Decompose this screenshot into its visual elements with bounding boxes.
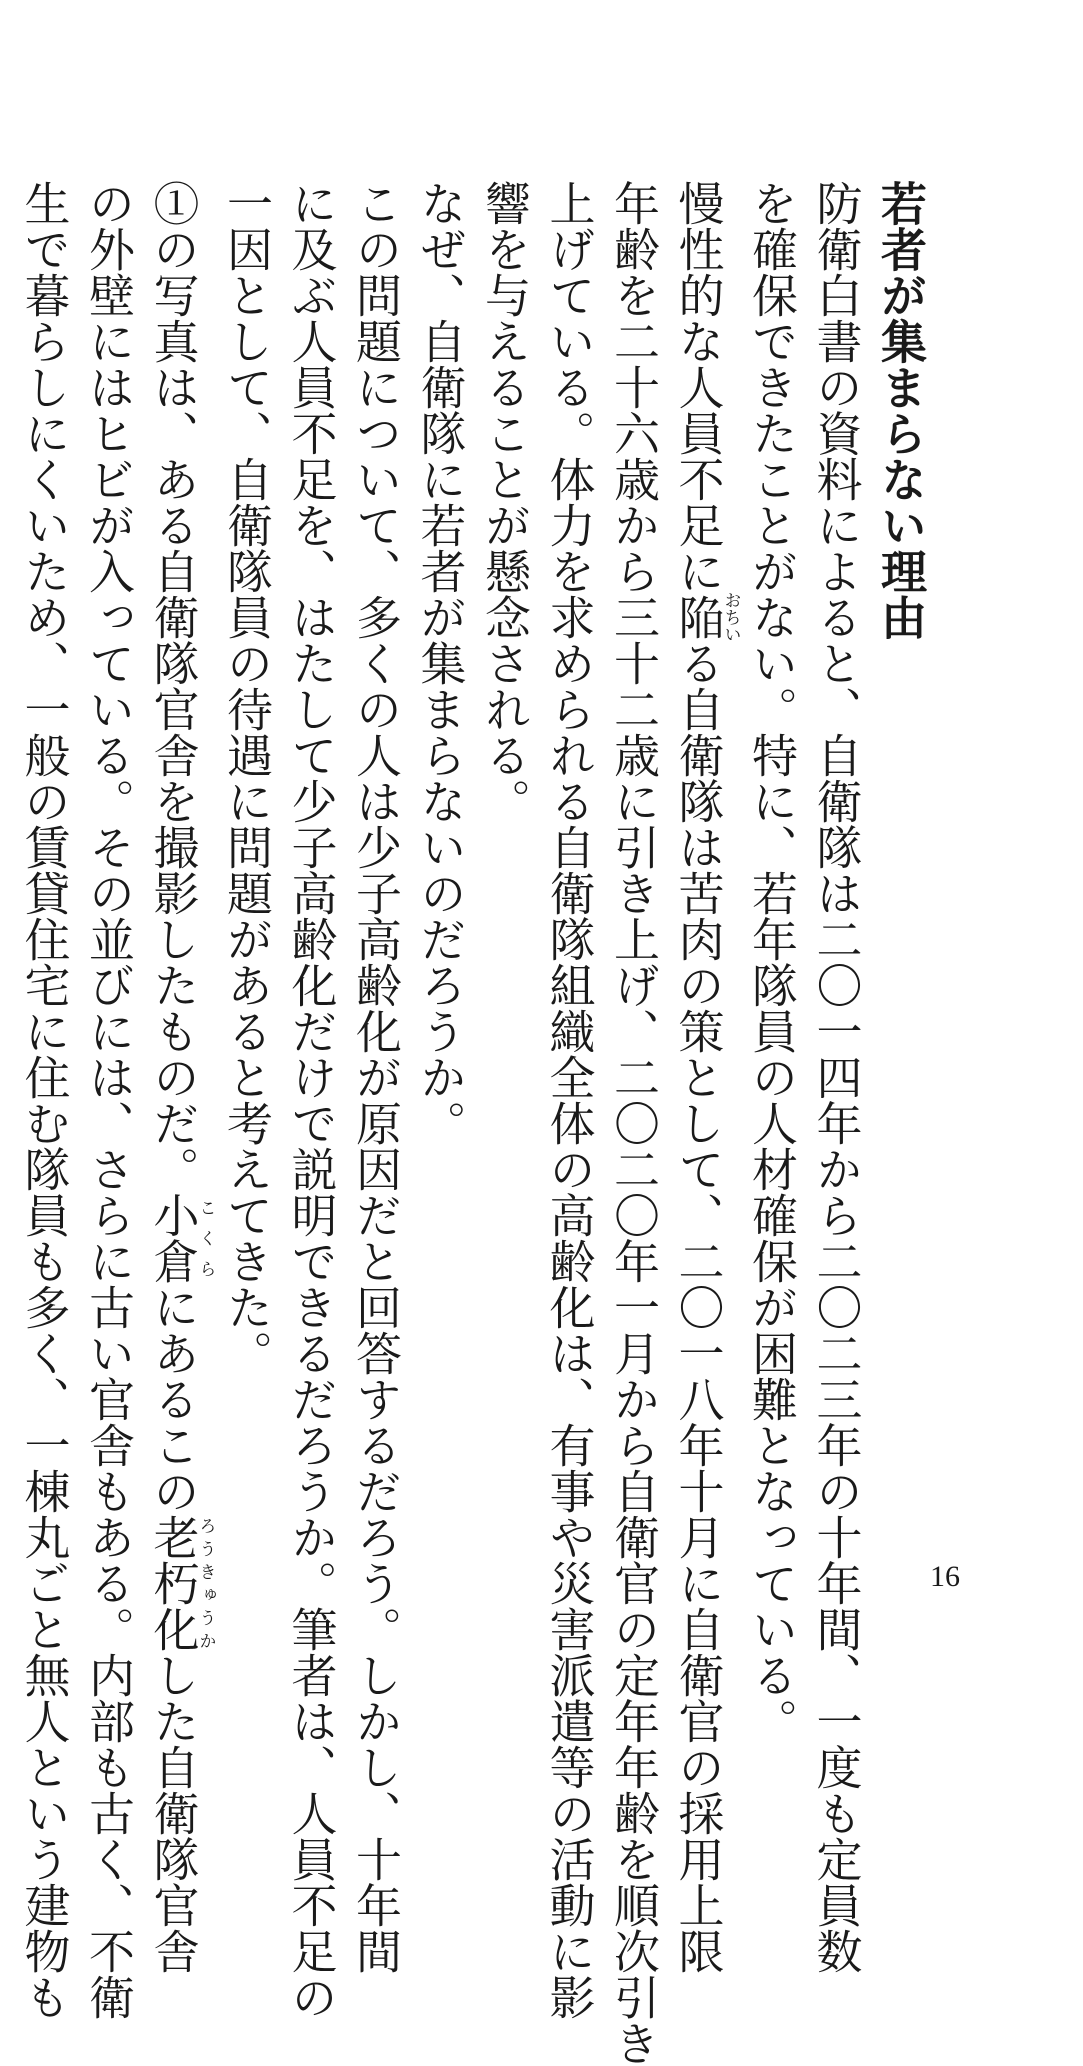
- ruby-roukyuuka-reading: ろうきゅうか: [195, 1514, 216, 1652]
- text-line-4: 年齢を二十六歳から三十二歳に引き上げ、二〇二〇年一月から自衛官の定年年齢を順次引き: [607, 180, 661, 2066]
- text-line-11-after: した自衛隊官舎: [146, 1652, 201, 1974]
- vertical-text-block: [12, 180, 933, 2066]
- text-line-8: この問題について、多くの人は少子高齢化が原因だと回答するだろう。しかし、十年間: [349, 180, 403, 1974]
- text-line-5: 上げている。体力を求められる自衛隊組織全体の高齢化は、有事や災害派遣等の活動に影: [542, 180, 597, 2020]
- page-number: 16: [930, 1560, 960, 1593]
- text-line-13: 生で暮らしにくいため、一般の賃貸住宅に住む隊員も多く、一棟丸ごと無人という建物も: [17, 180, 72, 2020]
- section-heading: 若者が集まらない理由: [874, 180, 928, 640]
- ruby-ochii: [671, 591, 741, 643]
- text-line-11-middle: にあるこの: [146, 1284, 201, 1514]
- ruby-kokura-base: 小倉: [146, 1192, 201, 1284]
- text-line-3-after: る自衛隊は苦肉の策として、二〇一八年十月に自衛官の採用上限: [671, 640, 726, 1974]
- text-line-12: の外壁にはヒビが入っている。その並びには、さらに古い官舎もある。内部も古く、不衛: [82, 180, 136, 2020]
- text-line-7: なぜ、自衛隊に若者が集まらないのだろうか。: [413, 180, 468, 1146]
- ruby-kokura: [146, 1192, 216, 1284]
- text-line-11: [141, 180, 216, 1974]
- text-line-3: [666, 180, 741, 1974]
- text-line-3-before: 慢性的な人員不足に: [671, 180, 726, 594]
- text-line-6: 響を与えることが懸念される。: [478, 180, 532, 824]
- ruby-roukyuuka-base: 老朽化: [146, 1514, 201, 1652]
- text-line-9: に及ぶ人員不足を、はたして少子高齢化だけで説明できるだろうか。筆者は、人員不足の: [284, 180, 339, 2020]
- text-line-2: を確保できたことがない。特に、若年隊員の人材確保が困難となっている。: [745, 180, 799, 1744]
- ruby-kokura-reading: こくら: [195, 1192, 216, 1284]
- text-line-1: 防衛白書の資料によると、自衛隊は二〇一四年から二〇二三年の十年間、一度も定員数: [809, 180, 864, 1974]
- ruby-ochii-base: 陥: [671, 591, 726, 643]
- text-line-11-before: ①の写真は、ある自衛隊官舎を撮影したものだ。: [146, 180, 201, 1192]
- ruby-ochii-reading: おちい: [720, 591, 741, 643]
- ruby-roukyuuka: [146, 1514, 216, 1652]
- text-line-10: 一因として、自衛隊員の待遇に問題があると考えてきた。: [220, 180, 274, 1376]
